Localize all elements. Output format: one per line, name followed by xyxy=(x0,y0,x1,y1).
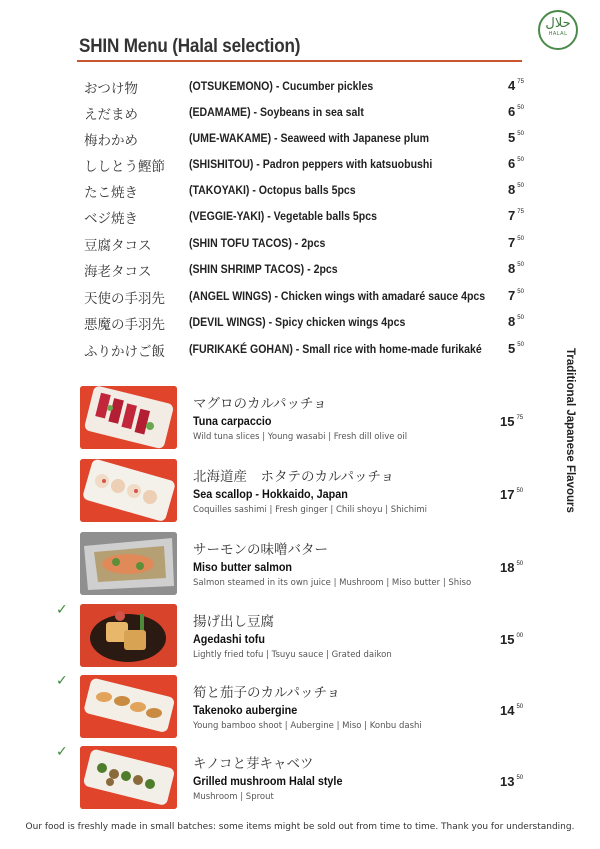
dish-jp-name: 筍と茄子のカルパッチョ xyxy=(193,685,341,701)
halal-check-icon: ✓ xyxy=(56,744,68,760)
dish-description: Lightly fried tofu | Tsuyu sauce | Grated daikon xyxy=(193,650,392,660)
halal-badge-latin: HALAL xyxy=(548,31,568,37)
tuna-carpaccio-photo xyxy=(80,386,177,449)
dish-description: Wild tuna slices | Young wasabi | Fresh dill olive oil xyxy=(193,432,408,442)
dish-photo xyxy=(80,746,177,809)
item-price: 7 $^{75}$ xyxy=(508,208,524,223)
dish-en-name: Tuna carpaccio xyxy=(193,414,272,428)
title-divider xyxy=(77,60,522,62)
list-item xyxy=(0,310,600,336)
dish-jp-name: キノコと芽キャベツ xyxy=(193,756,314,772)
page-title: SHIN Menu (Halal selection) xyxy=(79,36,301,57)
dish-price: 17 $^{50}$ xyxy=(500,487,524,502)
dish-item xyxy=(0,746,600,812)
dish-item xyxy=(0,604,600,670)
list-item xyxy=(0,337,600,363)
dish-price: 18 $^{50}$ xyxy=(500,560,524,575)
item-jp-name: たこ焼き xyxy=(84,185,138,201)
dish-jp-name: 北海道産 ホタテのカルパッチョ xyxy=(193,469,395,485)
item-jp-name: おつけ物 xyxy=(84,81,138,97)
dish-description: Salmon steamed in its own juice | Mushroom | Miso butter | Shiso xyxy=(193,578,472,588)
dish-description: Young bamboo shoot | Aubergine | Miso | Konbu dashi xyxy=(193,721,422,731)
item-price: 6 $^{50}$ xyxy=(508,156,524,171)
item-price: 8 $^{50}$ xyxy=(508,314,524,329)
dish-item xyxy=(0,675,600,741)
item-price: 7 $^{50}$ xyxy=(508,235,524,250)
item-en-name: (UME-WAKAME) - Seaweed with Japanese plum xyxy=(189,131,429,145)
list-item xyxy=(0,257,600,283)
miso-salmon-photo xyxy=(80,532,177,595)
dish-price: 13 $^{50}$ xyxy=(500,774,524,789)
dish-description: Mushroom | Sprout xyxy=(193,792,274,802)
side-label-text: Traditional Japanese Flavours xyxy=(564,348,576,513)
item-jp-name: 梅わかめ xyxy=(84,133,138,149)
takenoko-aubergine-photo xyxy=(80,675,177,738)
item-jp-name: 海老タコス xyxy=(84,264,152,280)
list-item xyxy=(0,74,600,100)
item-en-name: (DEVIL WINGS) - Spicy chicken wings 4pcs xyxy=(189,315,406,329)
dish-en-name: Sea scallop - Hokkaido, Japan xyxy=(193,487,348,501)
dish-jp-name: 揚げ出し豆腐 xyxy=(193,614,274,630)
item-jp-name: 悪魔の手羽先 xyxy=(84,317,165,333)
item-price: 6 $^{50}$ xyxy=(508,104,524,119)
scallop-carpaccio-photo xyxy=(80,459,177,522)
dish-photo xyxy=(80,532,177,595)
dish-en-name: Miso butter salmon xyxy=(193,560,293,574)
dish-description: Coquilles sashimi | Fresh ginger | Chili shoyu | Shichimi xyxy=(193,505,427,515)
item-jp-name: ベジ焼き xyxy=(84,211,138,227)
list-item xyxy=(0,284,600,310)
list-item xyxy=(0,100,600,126)
list-item xyxy=(0,204,600,230)
halal-badge xyxy=(538,10,578,50)
dish-price: 15 $^{00}$ xyxy=(500,632,524,647)
list-item xyxy=(0,231,600,257)
dish-price: 14 $^{50}$ xyxy=(500,703,524,718)
item-jp-name: 天使の手羽先 xyxy=(84,291,165,307)
dish-item xyxy=(0,532,600,598)
agedashi-tofu-photo xyxy=(80,604,177,667)
item-en-name: (EDAMAME) - Soybeans in sea salt xyxy=(189,105,364,119)
dish-photo xyxy=(80,459,177,522)
dish-en-name: Agedashi tofu xyxy=(193,632,265,646)
item-en-name: (SHIN TOFU TACOS) - 2pcs xyxy=(189,236,326,250)
item-en-name: (VEGGIE-YAKI) - Vegetable balls 5pcs xyxy=(189,209,378,223)
dish-item xyxy=(0,386,600,452)
grilled-mushroom-photo xyxy=(80,746,177,809)
list-item xyxy=(0,126,600,152)
item-price: 4 $^{75}$ xyxy=(508,78,524,93)
dish-photo xyxy=(80,604,177,667)
dish-item xyxy=(0,459,600,525)
list-item xyxy=(0,178,600,204)
item-jp-name: えだまめ xyxy=(84,107,138,123)
footer-note: Our food is freshly made in small batches: some items might be sold out from time to time. Thank you for understanding. xyxy=(25,822,575,832)
halal-badge-arabic: حلال xyxy=(545,16,571,31)
halal-check-icon: ✓ xyxy=(56,673,68,689)
item-jp-name: ふりかけご飯 xyxy=(84,344,165,360)
dish-en-name: Grilled mushroom Halal style xyxy=(193,774,343,788)
dish-jp-name: サーモンの味噌バター xyxy=(193,542,328,558)
item-price: 7 $^{50}$ xyxy=(508,288,524,303)
halal-check-icon: ✓ xyxy=(56,602,68,618)
item-en-name: (SHIN SHRIMP TACOS) - 2pcs xyxy=(189,262,338,276)
item-price: 8 $^{50}$ xyxy=(508,261,524,276)
item-jp-name: ししとう鰹節 xyxy=(84,159,165,175)
dish-en-name: Takenoko aubergine xyxy=(193,703,298,717)
dish-photo xyxy=(80,675,177,738)
item-en-name: (FURIKAKÉ GOHAN) - Small rice with home-made furikaké xyxy=(189,342,482,356)
dish-price: 15 $^{75}$ xyxy=(500,414,524,429)
dish-photo xyxy=(80,386,177,449)
item-en-name: (ANGEL WINGS) - Chicken wings with amadaré sauce 4pcs xyxy=(189,289,486,303)
item-en-name: (TAKOYAKI) - Octopus balls 5pcs xyxy=(189,183,356,197)
item-en-name: (SHISHITOU) - Padron peppers with katsuobushi xyxy=(189,157,433,171)
item-jp-name: 豆腐タコス xyxy=(84,238,152,254)
item-price: 5 $^{50}$ xyxy=(508,341,524,356)
item-price: 5 $^{50}$ xyxy=(508,130,524,145)
dish-jp-name: マグロのカルパッチョ xyxy=(193,396,327,412)
item-price: 8 $^{50}$ xyxy=(508,182,524,197)
list-item xyxy=(0,152,600,178)
item-en-name: (OTSUKEMONO) - Cucumber pickles xyxy=(189,79,374,93)
